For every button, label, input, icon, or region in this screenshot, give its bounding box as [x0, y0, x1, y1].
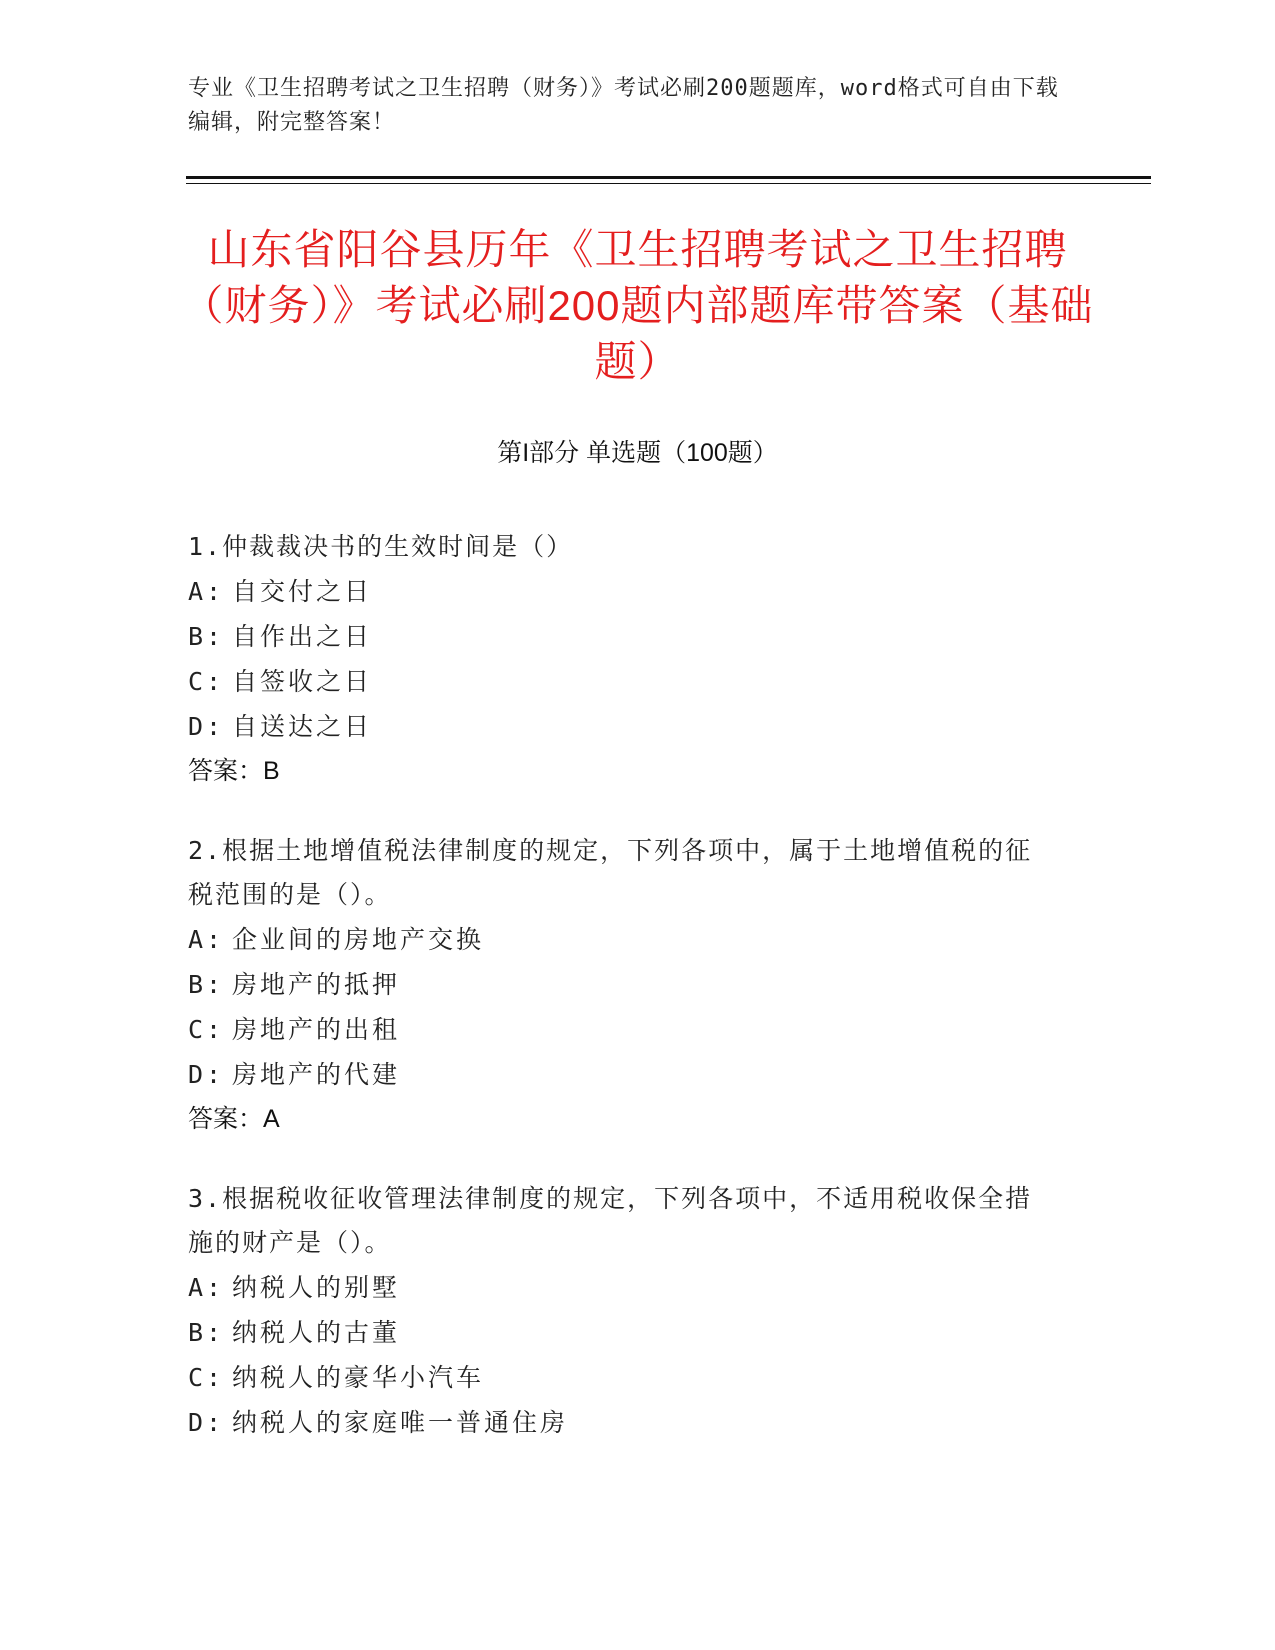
- header-rule-thin: [186, 183, 1151, 184]
- answer-line: 答案：A: [188, 1105, 280, 1133]
- option-letter: B:: [188, 622, 225, 651]
- option-text: 纳税人的家庭唯一普通住房: [232, 1408, 569, 1437]
- option-text: 纳税人的豪华小汽车: [232, 1363, 485, 1392]
- option-letter: B:: [188, 970, 225, 999]
- option-letter: C:: [188, 667, 225, 696]
- option-c: [188, 659, 1058, 704]
- option-text: 企业间的房地产交换: [232, 925, 485, 954]
- option-text: 自送达之日: [232, 712, 373, 741]
- question-stem: 2.根据土地增值税法律制度的规定，下列各项中，属于土地增值税的征税范围的是（）。: [188, 836, 1033, 909]
- question-1: [188, 525, 1058, 793]
- option-letter: D:: [188, 1408, 225, 1437]
- option-a: [188, 917, 1058, 962]
- option-letter: D:: [188, 1060, 225, 1089]
- option-letter: A:: [188, 1273, 225, 1302]
- header-note: 专业《卫生招聘考试之卫生招聘（财务）》考试必刷200题题库，word格式可自由下载编辑，附完整答案！: [188, 76, 1059, 135]
- option-text: 纳税人的古董: [232, 1318, 401, 1347]
- option-c: [188, 1355, 1058, 1400]
- option-a: [188, 1265, 1058, 1310]
- option-letter: C:: [188, 1363, 225, 1392]
- option-text: 自签收之日: [232, 667, 373, 696]
- option-b: [188, 614, 1058, 659]
- option-d: [188, 1400, 1058, 1445]
- option-b: [188, 1310, 1058, 1355]
- option-text: 房地产的代建: [232, 1060, 401, 1089]
- option-b: [188, 962, 1058, 1007]
- option-letter: C:: [188, 1015, 225, 1044]
- answer-line: 答案：B: [188, 757, 280, 785]
- option-text: 自交付之日: [232, 577, 373, 606]
- question-stem: 1.仲裁裁决书的生效时间是（）: [188, 532, 574, 561]
- option-letter: A:: [188, 925, 225, 954]
- document-title: 山东省阳谷县历年《卫生招聘考试之卫生招聘（财务）》考试必刷200题内部题库带答案（基础题）: [181, 226, 1094, 385]
- option-a: [188, 569, 1058, 614]
- question-stem: 3.根据税收征收管理法律制度的规定，下列各项中，不适用税收保全措施的财产是（）。: [188, 1184, 1033, 1257]
- header-rule-thick: [186, 176, 1151, 179]
- option-text: 纳税人的别墅: [232, 1273, 401, 1302]
- option-text: 房地产的抵押: [232, 970, 401, 999]
- option-c: [188, 1007, 1058, 1052]
- question-3: [188, 1177, 1058, 1445]
- section-title: 第I部分 单选题（100题）: [497, 439, 778, 467]
- question-list: [188, 525, 1058, 1481]
- option-letter: B:: [188, 1318, 225, 1347]
- question-2: [188, 829, 1058, 1141]
- option-d: [188, 704, 1058, 749]
- option-letter: D:: [188, 712, 225, 741]
- option-d: [188, 1052, 1058, 1097]
- option-text: 房地产的出租: [232, 1015, 401, 1044]
- option-text: 自作出之日: [232, 622, 373, 651]
- option-letter: A:: [188, 577, 225, 606]
